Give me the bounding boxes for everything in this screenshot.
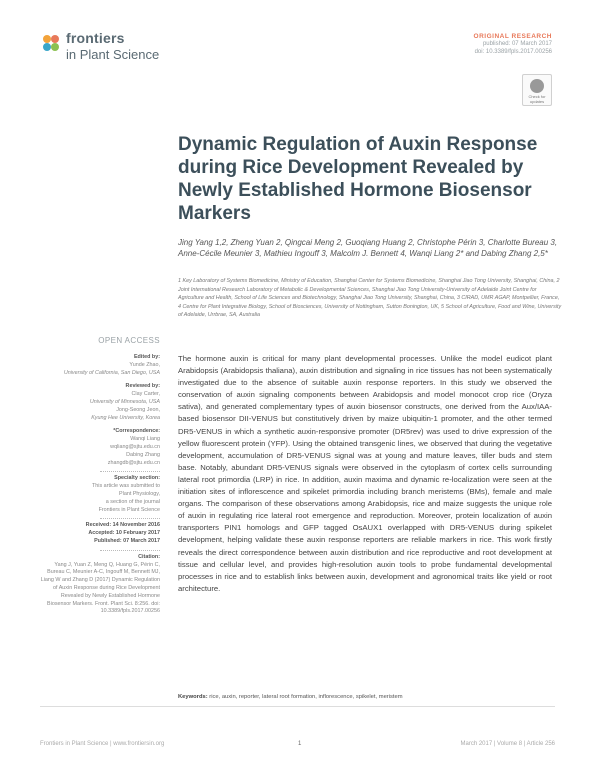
keywords-label: Keywords: bbox=[178, 694, 208, 700]
reviewer-affiliation: University of Minnesota, USA bbox=[89, 398, 160, 405]
reviewer-name: Jong-Seong Jeon, bbox=[116, 406, 160, 413]
editor-name: Yunde Zhao, bbox=[129, 361, 160, 368]
accepted-date: Accepted: 10 February 2017 bbox=[88, 530, 160, 537]
author-list: Jing Yang 1,2, Zheng Yuan 2, Qingcai Meng 2, Guoqiang Huang 2, Christophe Périn 3, Charlotte Bureau 3, Anne-Cécile Meunier 3, Mathieu Ingouff 3, Malcolm J. Bennett 4, Wanqi Liang 2* and Dabing Zhang 2,5* bbox=[178, 238, 558, 258]
correspondence-name: Wanqi Liang bbox=[130, 436, 160, 443]
keywords-list: rice, auxin, reporter, lateral root formation, inflorescence, spikelet, meristem bbox=[209, 694, 403, 700]
check-label: Check for updates bbox=[528, 94, 546, 104]
check-for-updates-button[interactable] bbox=[522, 74, 552, 106]
journal-logo bbox=[40, 30, 190, 70]
reviewer-name: Clay Carter, bbox=[131, 391, 160, 398]
frontiers-logo-icon bbox=[40, 32, 62, 54]
affiliations: 1 Key Laboratory of Systems Biomedicine, Ministry of Education, Shanghai Center for Systems Biomedicine, Shanghai Jiao Tong University, Shanghai, China, 2 Joint International Research Laboratory of Metabolic & Developmental Sciences, Shanghai Jiao Tong University-University of Adelaide Joint Centre for Agriculture and Health, School of Life Sciences and Biotechnology, Shanghai Jiao Tong University, Shanghai, China, 3 CIRAD, UMR AGAP, Montpellier, France, 4 Centre for Plant Integrative Biology, School of Biosciences, University of Nottingham, Sutton Bonington, UK, 5 School of Agriculture, Food and Wine, University of Adelaide, Urrbrae, SA, Australia bbox=[178, 278, 562, 318]
reviewed-by-label: Reviewed by: bbox=[125, 383, 160, 390]
check-icon bbox=[530, 79, 544, 93]
article-type: ORIGINAL RESEARCH bbox=[473, 33, 552, 40]
citation-text: Yang J, Yuan Z, Meng Q, Huang G, Périn C, Bureau C, Meunier A-C, Ingouff M, Bennett MJ, Liang W and Zhang D (2017) Dynamic Regulation of Auxin Response during Rice Development Revealed by Newly Established Hormone Biosensor Markers. Front. Plant Sci. 8:256. doi: 10.3389/fpls.2017.00256 bbox=[40, 561, 160, 615]
doi-link[interactable]: doi: 10.3389/fpls.2017.00256 bbox=[474, 49, 552, 55]
published-date: published: 07 March 2017 bbox=[482, 41, 552, 47]
specialty-line: Plant Physiology, bbox=[119, 490, 160, 497]
correspondence-name: Dabing Zhang bbox=[126, 451, 160, 458]
citation-label: Citation: bbox=[138, 553, 160, 560]
article-sidebar bbox=[40, 354, 160, 616]
published-date-sidebar: Published: 07 March 2017 bbox=[94, 537, 160, 544]
reviewer-affiliation: Kyung Hee University, Korea bbox=[91, 414, 160, 421]
brand-journal: in Plant Science bbox=[66, 47, 160, 62]
specialty-line: This article was submitted to bbox=[91, 483, 160, 490]
correspondence-email[interactable]: wqliang@sjtu.edu.cn bbox=[110, 443, 160, 450]
open-access-label: OPEN ACCESS bbox=[98, 336, 160, 345]
article-title: Dynamic Regulation of Auxin Response during Rice Development Revealed by Newly Established Hormone Biosensor Markers bbox=[178, 134, 538, 224]
edited-by-label: Edited by: bbox=[133, 354, 160, 360]
abstract-text: The hormone auxin is critical for many plant developmental processes. Unlike the model eudicot plant Arabidopsis (Arabidopsis thaliana), auxin distribution and signaling in rice tissues has not been systematically investigated due to the absence of suitable auxin response reporters. In this study we observed the conservation of auxin signaling components between Arabidopsis and model monocot crop rice (Oryza sativa), and generated complementary types of auxin biosensor constructs, one derived from the Aux/IAA-based biosensor DII-VENUS but constitutively driven by maize ubiquitin-1 promoter, and the other termed DR5-VENUS in which a synthetic auxin-responsive promoter (DR5rev) was used to drive expression of the yellow fluorescent protein (YFP). Using the obtained transgenic lines, we observed that during the vegetative development, accumulation of DR5-VENUS signal was at young and mature leaves, tiller buds and stem base. Notably, abundant DR5-VENUS signals were observed in the cytoplasm of cortex cells surrounding lateral root primordia (LRP) in rice. In addition, auxin maxima and dynamic re-localization were seen at the initiation sites of inflorescence and spikelet primordia including branch meristems (BMs), female and male organs. The comparison of these observations among Arabidopsis, rice and maize suggests the unique role of auxin in regulating rice lateral root emergence and reproduction. Moreover, protein localization of auxin transporters PIN1 homologs and GFP tagged OsAUX1 overlapped with DR5-VENUS during spikelet development, helping validate these auxin response reporters are reliable markers in rice. This work firstly reveals the direct correspondence between auxin distribution and rice reproductive and root development at tissue and cellular level, and provides high-resolution auxin tools to probe fundamental developmental processes in rice and to establish links between auxin, development and agronomical traits like yield or root architecture. bbox=[178, 354, 552, 593]
specialty-section-label: Specialty section: bbox=[114, 475, 160, 482]
page-number: 1 bbox=[298, 741, 302, 747]
correspondence-label: *Correspondence: bbox=[113, 428, 160, 435]
article-header bbox=[352, 33, 552, 56]
brand-name: frontiers bbox=[66, 30, 125, 46]
footer-journal-url[interactable]: Frontiers in Plant Science | www.frontiersin.org bbox=[40, 741, 165, 747]
keywords bbox=[178, 694, 558, 700]
specialty-line: a section of the journal bbox=[105, 498, 160, 505]
correspondence-email[interactable]: zhangdb@sjtu.edu.cn bbox=[107, 459, 160, 466]
footer-divider bbox=[40, 706, 555, 707]
received-date: Received: 14 November 2016 bbox=[85, 522, 160, 529]
footer-issue-info: March 2017 | Volume 8 | Article 256 bbox=[460, 741, 555, 747]
specialty-line: Frontiers in Plant Science bbox=[98, 506, 160, 513]
editor-affiliation: University of California, San Diego, USA bbox=[63, 369, 160, 376]
